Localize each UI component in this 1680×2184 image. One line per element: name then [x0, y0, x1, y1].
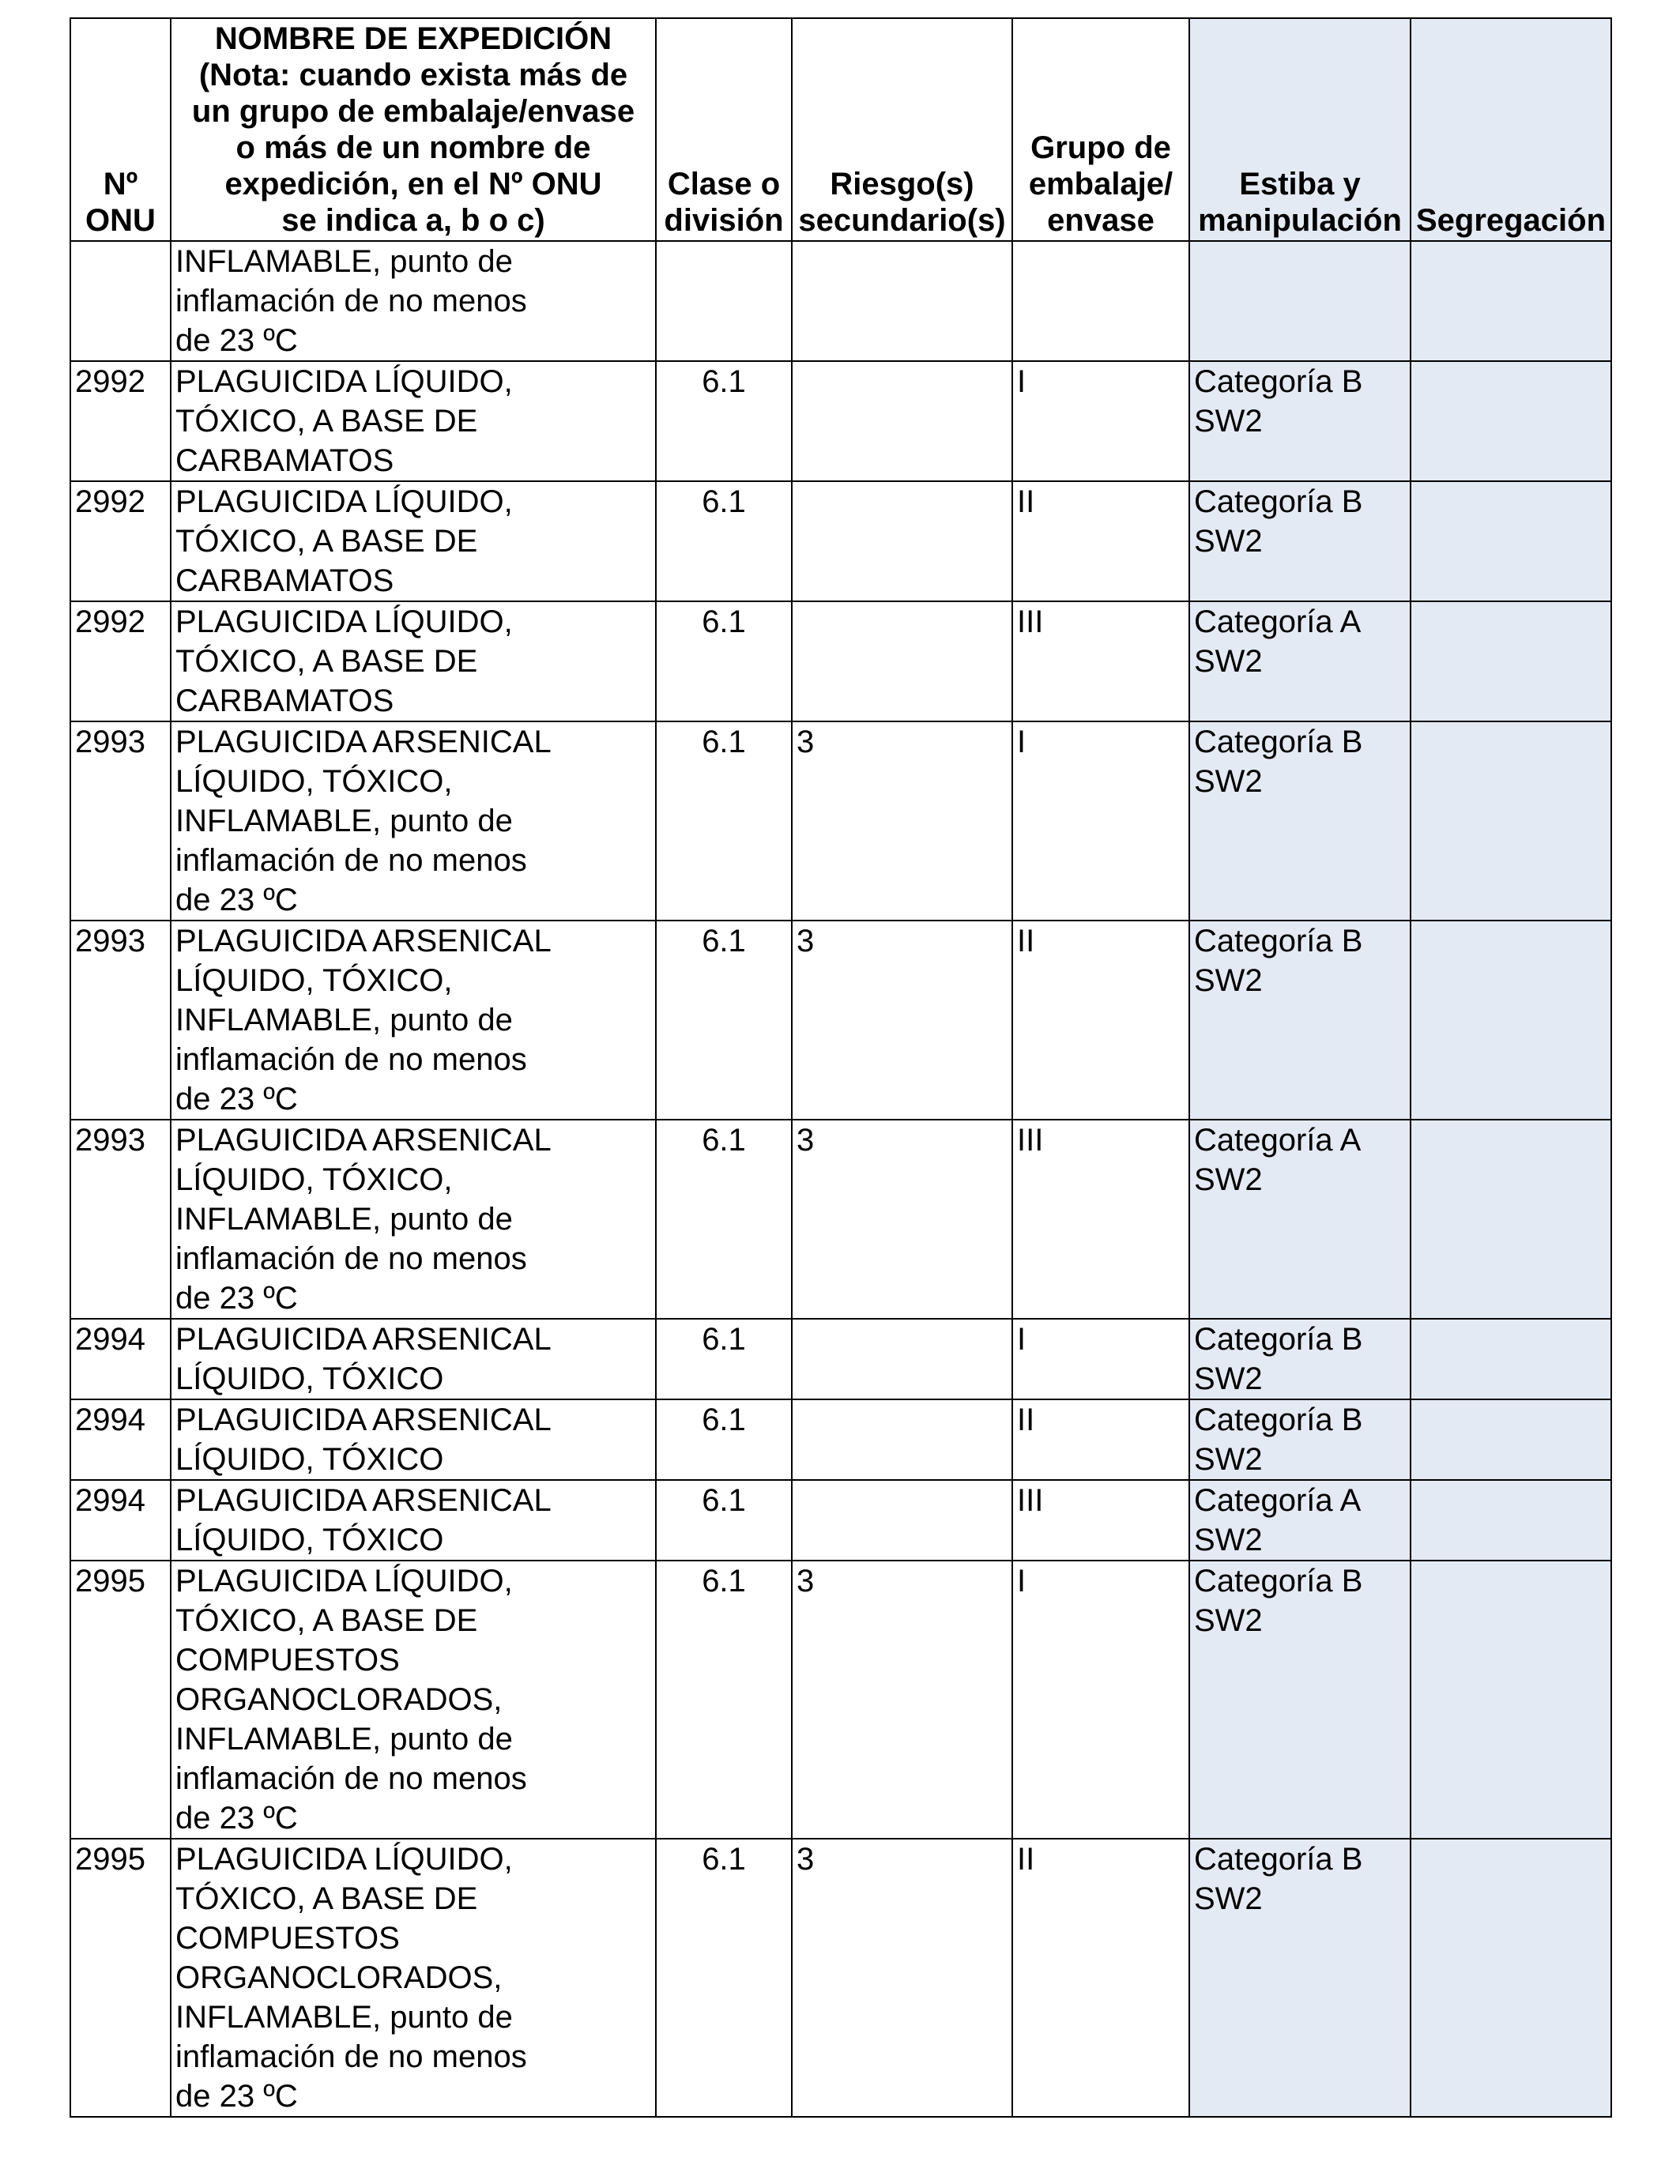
cell-segregation [1411, 481, 1611, 601]
cell-stowage: Categoría B SW2 [1189, 481, 1411, 601]
cell-subsidiary-risk [792, 1480, 1012, 1561]
cell-stowage: Categoría B SW2 [1189, 1839, 1411, 2117]
cell-stowage: Categoría B SW2 [1189, 1561, 1411, 1839]
cell-subsidiary-risk [792, 1319, 1012, 1399]
cell-segregation [1411, 1399, 1611, 1480]
cell-subsidiary-risk [792, 601, 1012, 721]
table-row [70, 1399, 1611, 1480]
header-class: Clase o división [656, 18, 792, 241]
cell-onu: 2993 [70, 1120, 171, 1319]
header-row [70, 18, 1611, 241]
cell-onu [70, 241, 171, 361]
header-stowage: Estiba y manipulación [1189, 18, 1411, 241]
cell-shipping-name: INFLAMABLE, punto de inflamación de no menos de 23 ºC [171, 241, 656, 361]
cell-segregation [1411, 1120, 1611, 1319]
header-packing-group: Grupo de embalaje/ envase [1012, 18, 1189, 241]
cell-subsidiary-risk [792, 1399, 1012, 1480]
cell-class [656, 241, 792, 361]
cell-subsidiary-risk [792, 361, 1012, 481]
cell-class: 6.1 [656, 721, 792, 921]
cell-packing-group: III [1012, 1480, 1189, 1561]
table-row [70, 1839, 1611, 2117]
dangerous-goods-table [70, 17, 1612, 2118]
cell-class: 6.1 [656, 1561, 792, 1839]
cell-onu: 2995 [70, 1839, 171, 2117]
cell-packing-group: I [1012, 1561, 1189, 1839]
table-row [70, 1480, 1611, 1561]
cell-shipping-name: PLAGUICIDA LÍQUIDO, TÓXICO, A BASE DE CARBAMATOS [171, 601, 656, 721]
cell-packing-group: I [1012, 721, 1189, 921]
cell-segregation [1411, 1839, 1611, 2117]
cell-class: 6.1 [656, 481, 792, 601]
cell-stowage [1189, 241, 1411, 361]
cell-segregation [1411, 1319, 1611, 1399]
header-segregation: Segregación [1411, 18, 1611, 241]
cell-onu: 2992 [70, 361, 171, 481]
cell-stowage: Categoría A SW2 [1189, 1120, 1411, 1319]
cell-subsidiary-risk: 3 [792, 921, 1012, 1120]
table-row [70, 921, 1611, 1120]
header-onu: Nº ONU [70, 18, 171, 241]
header-shipping-name: NOMBRE DE EXPEDICIÓN (Nota: cuando exista más de un grupo de embalaje/envase o más de un nombre de expedición, en el Nº ONU se indica a, b o c) [171, 18, 656, 241]
cell-onu: 2994 [70, 1480, 171, 1561]
cell-shipping-name: PLAGUICIDA ARSENICAL LÍQUIDO, TÓXICO [171, 1480, 656, 1561]
cell-stowage: Categoría B SW2 [1189, 1319, 1411, 1399]
table-row [70, 601, 1611, 721]
cell-segregation [1411, 921, 1611, 1120]
cell-shipping-name: PLAGUICIDA LÍQUIDO, TÓXICO, A BASE DE CARBAMATOS [171, 361, 656, 481]
cell-stowage: Categoría B SW2 [1189, 921, 1411, 1120]
cell-class: 6.1 [656, 361, 792, 481]
cell-segregation [1411, 601, 1611, 721]
cell-class: 6.1 [656, 1120, 792, 1319]
cell-packing-group: II [1012, 481, 1189, 601]
table-row [70, 241, 1611, 361]
cell-class: 6.1 [656, 1839, 792, 2117]
cell-shipping-name: PLAGUICIDA ARSENICAL LÍQUIDO, TÓXICO, INFLAMABLE, punto de inflamación de no menos de 23 ºC [171, 921, 656, 1120]
cell-stowage: Categoría B SW2 [1189, 1399, 1411, 1480]
cell-subsidiary-risk: 3 [792, 721, 1012, 921]
cell-packing-group: I [1012, 1319, 1189, 1399]
cell-subsidiary-risk: 3 [792, 1561, 1012, 1839]
cell-shipping-name: PLAGUICIDA LÍQUIDO, TÓXICO, A BASE DE COMPUESTOS ORGANOCLORADOS, INFLAMABLE, punto de inflamación de no menos de 23 ºC [171, 1839, 656, 2117]
cell-packing-group: II [1012, 921, 1189, 1120]
cell-onu: 2994 [70, 1319, 171, 1399]
cell-onu: 2994 [70, 1399, 171, 1480]
table-row [70, 481, 1611, 601]
header-subsidiary-risk: Riesgo(s) secundario(s) [792, 18, 1012, 241]
cell-subsidiary-risk [792, 481, 1012, 601]
cell-onu: 2993 [70, 721, 171, 921]
cell-class: 6.1 [656, 1319, 792, 1399]
cell-packing-group: I [1012, 361, 1189, 481]
table-body [70, 241, 1611, 2117]
cell-shipping-name: PLAGUICIDA ARSENICAL LÍQUIDO, TÓXICO, INFLAMABLE, punto de inflamación de no menos de 23 ºC [171, 721, 656, 921]
cell-shipping-name: PLAGUICIDA ARSENICAL LÍQUIDO, TÓXICO [171, 1399, 656, 1480]
cell-packing-group: II [1012, 1399, 1189, 1480]
cell-subsidiary-risk [792, 241, 1012, 361]
cell-class: 6.1 [656, 1480, 792, 1561]
cell-onu: 2992 [70, 601, 171, 721]
cell-class: 6.1 [656, 921, 792, 1120]
cell-onu: 2992 [70, 481, 171, 601]
cell-shipping-name: PLAGUICIDA ARSENICAL LÍQUIDO, TÓXICO [171, 1319, 656, 1399]
cell-stowage: Categoría B SW2 [1189, 721, 1411, 921]
table-row [70, 1319, 1611, 1399]
cell-stowage: Categoría A SW2 [1189, 601, 1411, 721]
cell-segregation [1411, 361, 1611, 481]
cell-segregation [1411, 1480, 1611, 1561]
cell-shipping-name: PLAGUICIDA LÍQUIDO, TÓXICO, A BASE DE COMPUESTOS ORGANOCLORADOS, INFLAMABLE, punto de inflamación de no menos de 23 ºC [171, 1561, 656, 1839]
cell-onu: 2993 [70, 921, 171, 1120]
cell-segregation [1411, 721, 1611, 921]
cell-segregation [1411, 241, 1611, 361]
cell-class: 6.1 [656, 1399, 792, 1480]
cell-subsidiary-risk: 3 [792, 1839, 1012, 2117]
table-row [70, 361, 1611, 481]
cell-segregation [1411, 1561, 1611, 1839]
cell-packing-group: III [1012, 1120, 1189, 1319]
cell-stowage: Categoría B SW2 [1189, 361, 1411, 481]
table-row [70, 1120, 1611, 1319]
cell-shipping-name: PLAGUICIDA ARSENICAL LÍQUIDO, TÓXICO, INFLAMABLE, punto de inflamación de no menos de 23 ºC [171, 1120, 656, 1319]
cell-packing-group: III [1012, 601, 1189, 721]
table-row [70, 1561, 1611, 1839]
cell-onu: 2995 [70, 1561, 171, 1839]
cell-subsidiary-risk: 3 [792, 1120, 1012, 1319]
cell-class: 6.1 [656, 601, 792, 721]
cell-packing-group: II [1012, 1839, 1189, 2117]
cell-stowage: Categoría A SW2 [1189, 1480, 1411, 1561]
cell-packing-group [1012, 241, 1189, 361]
cell-shipping-name: PLAGUICIDA LÍQUIDO, TÓXICO, A BASE DE CARBAMATOS [171, 481, 656, 601]
table-row [70, 721, 1611, 921]
